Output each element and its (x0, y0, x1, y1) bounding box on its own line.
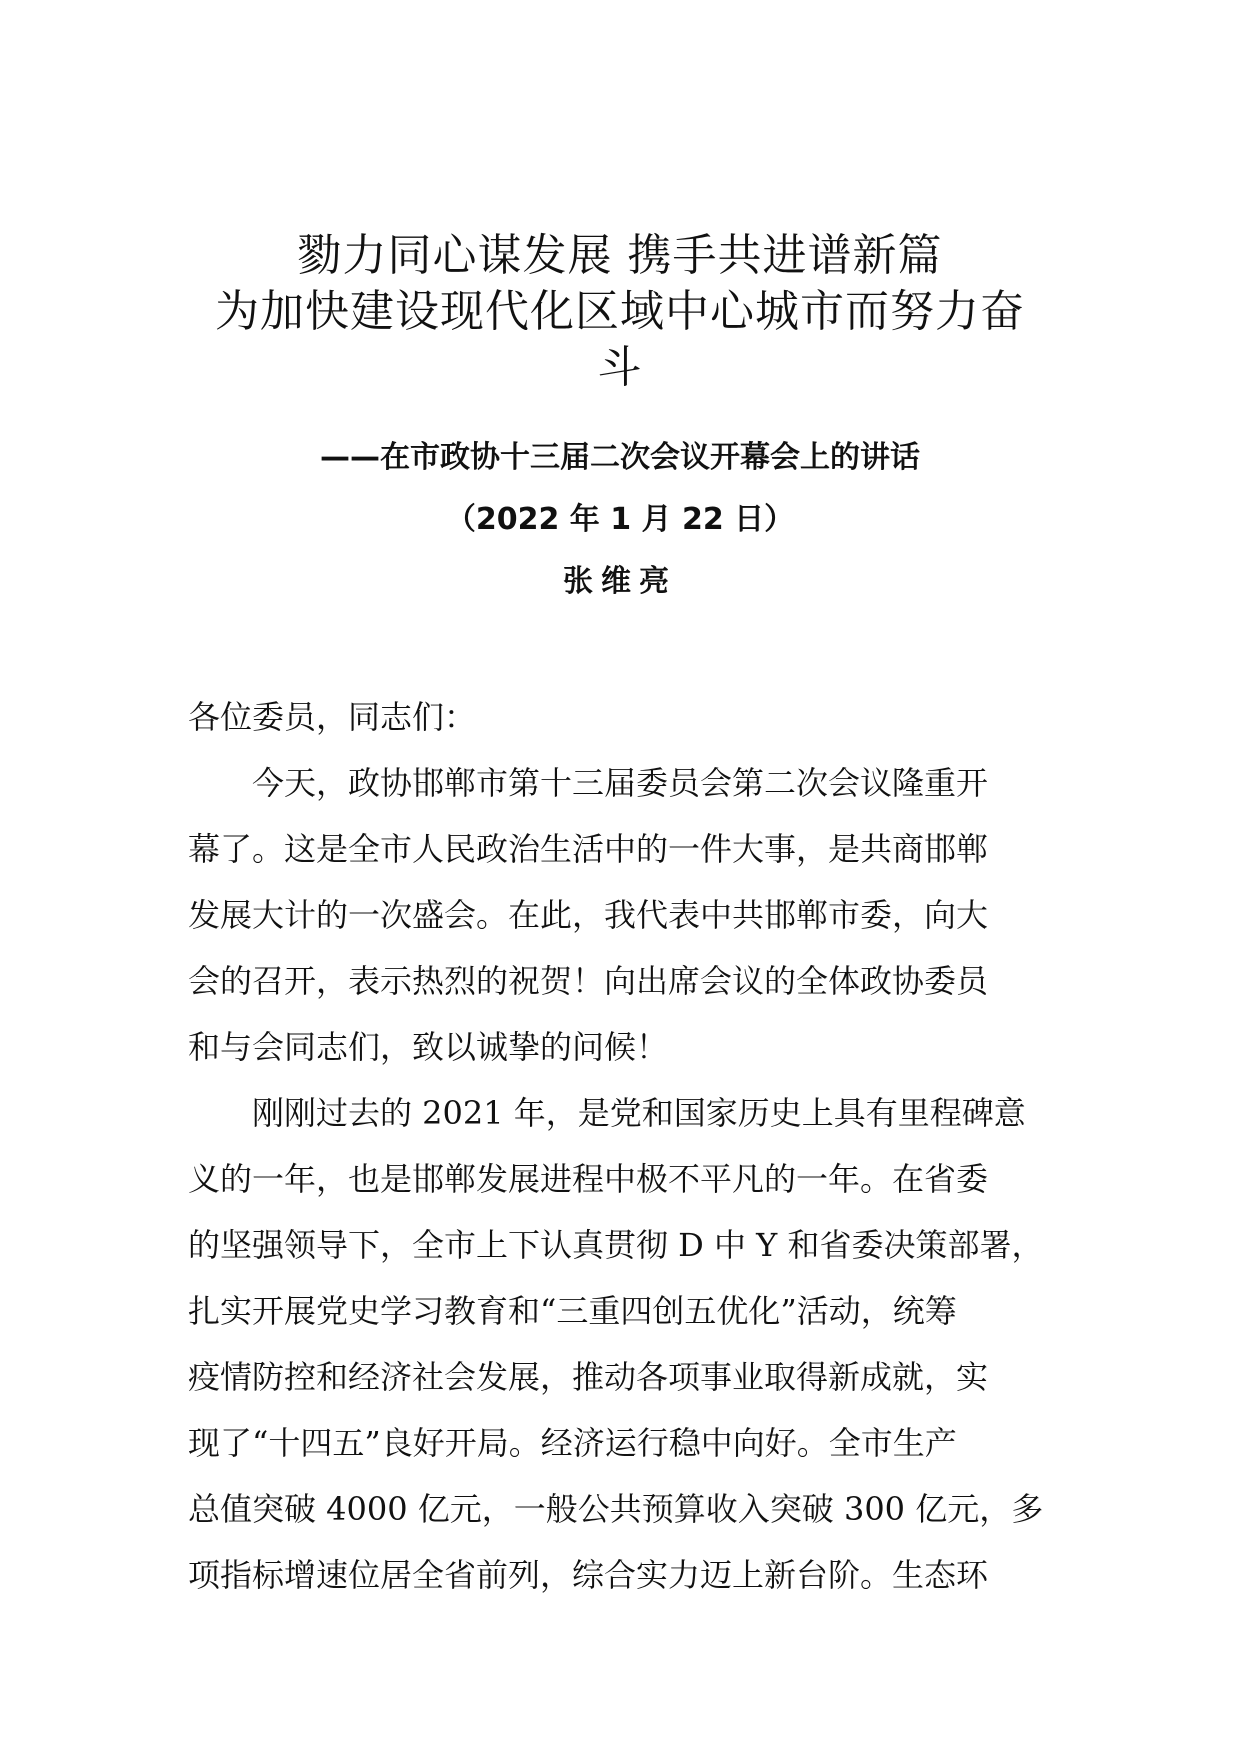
body-line: 今天，政协邯郸市第十三届委员会第二次会议隆重开 (252, 764, 989, 802)
document-title (120, 228, 1120, 396)
body-line: 疫情防控和经济社会发展，推动各项事业取得新成就，实 (188, 1358, 989, 1396)
document-date: （2022 年 1 月 22 日） (445, 502, 795, 537)
document-subtitle: ——在市政协十三届二次会议开幕会上的讲话 (320, 440, 920, 475)
body-line: 会的召开，表示热烈的祝贺！向出席会议的全体政协委员 (188, 962, 989, 1000)
title-line-1: 勠力同心谋发展 携手共进谱新篇 (297, 230, 943, 281)
body-line: 项指标增速位居全省前列，综合实力迈上新台阶。生态环 (188, 1556, 989, 1594)
body-line: 现了“十四五”良好开局。经济运行稳中向好。全市生产 (188, 1424, 957, 1462)
document-author: 张维亮 (563, 564, 677, 599)
title-line-2: 为加快建设现代化区域中心城市而努力奋 (215, 286, 1025, 337)
body-line: 幕了。这是全市人民政治生活中的一件大事，是共商邯郸 (188, 830, 989, 868)
title-line-3: 斗 (597, 342, 643, 393)
body-line: 的坚强领导下，全市上下认真贯彻 D 中 Y 和省委决策部署， (188, 1226, 1044, 1264)
body-line: 和与会同志们，致以诚挚的问候！ (188, 1028, 669, 1066)
document-body (188, 684, 1088, 1608)
body-line: 扎实开展党史学习教育和“三重四创五优化”活动，统筹 (188, 1292, 957, 1330)
body-line: 义的一年，也是邯郸发展进程中极不平凡的一年。在省委 (188, 1160, 989, 1198)
body-line: 刚刚过去的 2021 年，是党和国家历史上具有里程碑意 (252, 1094, 1026, 1132)
body-line: 发展大计的一次盛会。在此，我代表中共邯郸市委，向大 (188, 896, 989, 934)
body-line: 总值突破 4000 亿元，一般公共预算收入突破 300 亿元，多 (188, 1490, 1044, 1528)
salutation: 各位委员，同志们： (188, 698, 477, 736)
